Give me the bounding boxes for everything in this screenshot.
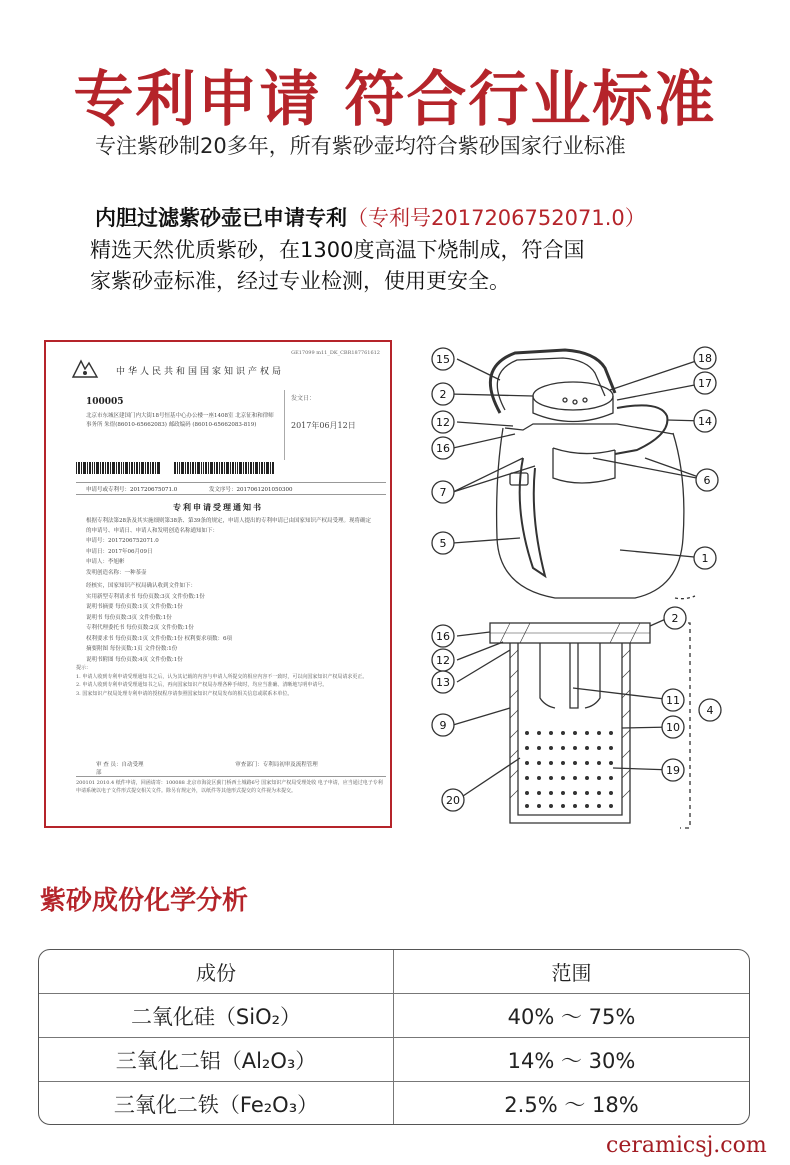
cert-app-info: [86, 485, 386, 493]
table-header-cell: 范围: [551, 961, 592, 985]
diagram-label: 7: [439, 486, 447, 499]
cert-remark: 1. 申请人收到专利申请受理通知书之后，认为其记载的内容与申请人所提交的相应内容不一致时，可以向国家知识产权局请求更正。: [76, 673, 368, 680]
cert-address: 北京市东城区建国门内大街18号恒基中心办公楼一座1408室 北京征和和律师事务所 朱煜(86010-65662083) 邮政编码 (86010-65662083-819): [86, 413, 274, 428]
cert-doc-item: 实用新型专利请求书 每份页数:3页 文件份数:1份: [86, 593, 205, 600]
table-cell-range: 2.5% ～ 18%: [504, 1093, 639, 1117]
cert-body-item: 发明创造名称：一种茶壶: [86, 569, 147, 576]
cert-doc-item: 摘要附图 每份页数:1页 文件份数:1份: [86, 646, 178, 652]
cert-zip: 100005: [86, 397, 124, 407]
barcode-left: [76, 462, 161, 474]
table-cell-component: 三氧化二铁（Fe₂O₃）: [39, 1082, 394, 1125]
barcode-right: [174, 462, 274, 474]
cert-remarks: [76, 664, 376, 698]
patent-title: [95, 202, 646, 232]
diagram-label: 6: [703, 474, 711, 487]
cert-dept: 审查部门：专利局初审及流程管理部: [96, 762, 318, 776]
subheadline: 专注紫砂制20多年，所有紫砂壶均符合紫砂国家行业标准: [95, 134, 626, 158]
cert-remarks-title: 提示：: [76, 665, 92, 671]
table-header-row: [39, 950, 749, 994]
cert-notice-title: 专利申请受理通知书: [173, 502, 263, 512]
diagram-label: 12: [436, 654, 450, 667]
diagram-label: 10: [666, 721, 680, 734]
diagram-label: 15: [436, 353, 450, 366]
diagram-label: 12: [436, 416, 450, 429]
cert-date-label: 发文日：: [291, 395, 316, 402]
patent-desc-line-1: 精选天然优质紫砂，在1300度高温下烧制成，符合国: [90, 238, 585, 262]
cert-doc-no: 发文序号：2017061201050300: [209, 487, 293, 493]
diagram-label: 13: [436, 676, 450, 689]
cert-footer: [76, 776, 386, 795]
patent-title-text: 内胆过滤紫砂壶已申请专利: [95, 206, 347, 230]
patent-certificate: [44, 340, 392, 828]
cert-body-item: 申请日：2017年06月09日: [86, 548, 153, 555]
cert-examiner: 审 查 员：自动受理: [96, 762, 144, 768]
diagram-label: 16: [436, 630, 450, 643]
patent-description: [90, 235, 710, 297]
cert-remark: 3. 国家知识产权局处理专利申请的授权程序请参照国家知识产权局发布的相关信息或联系本单位。: [76, 690, 293, 697]
cert-body: [86, 517, 376, 666]
diagram-label: 17: [698, 377, 712, 390]
cert-date-value: 2017年06月12日: [291, 421, 356, 430]
diagram-label: 19: [666, 764, 680, 777]
diagram-label: 14: [698, 415, 712, 428]
diagram-label: 2: [439, 388, 447, 401]
cert-app-no: 申请号或专利号：201720675071.0: [86, 487, 178, 493]
diagram-label: 4: [706, 704, 714, 717]
diagram-label: 16: [436, 442, 450, 455]
diagram-label: 11: [666, 694, 680, 707]
table-row: [39, 994, 749, 1038]
diagram-label: 5: [439, 537, 447, 550]
table-header-cell: 成份: [39, 950, 394, 993]
cert-doc-item: 专利代理委托书 每份页数:2页 文件份数:1份: [86, 625, 194, 631]
table-cell-component: 三氧化二铝（Al₂O₃）: [39, 1038, 394, 1081]
cert-org: 中华人民共和国国家知识产权局: [116, 367, 285, 377]
cert-doc-item: 权利要求书 每份页数:1页 文件份数:1份 权利要求项数：6项: [86, 635, 232, 642]
teapot-patent-diagram: [405, 338, 750, 853]
sipo-emblem-icon: [71, 357, 99, 381]
cert-doc-item: 说明书 每份页数:3页 文件份数:1份: [86, 614, 172, 621]
cert-body-item: 申请号：2017206752071.0: [86, 538, 159, 544]
table-cell-range: 14% ～ 30%: [507, 1048, 636, 1073]
patent-desc-line-2: 家紫砂壶标准，经过专业检测，使用更安全。: [90, 269, 510, 293]
site-watermark: ceramicsj.com: [606, 1133, 767, 1158]
cert-body-item: 申请人：李旭彬: [86, 559, 125, 565]
patent-number: （专利号2017206752071.0）: [347, 206, 646, 230]
diagram-label: 9: [439, 719, 447, 732]
analysis-title: 紫砂成份化学分析: [40, 886, 249, 916]
cert-doc-item: 说明书附图 每份页数:4页 文件份数:1份: [86, 656, 183, 663]
headline: 专利申请 符合行业标准: [73, 65, 717, 135]
cert-docs-intro: 经核实，国家知识产权局确认收到文件如下：: [86, 583, 197, 589]
cert-serial: GE17099 m11_DK_CBR187761612: [291, 350, 380, 356]
cert-date-box: [284, 390, 384, 460]
cert-remark: 2. 申请人收到专利申请受理通知书之后，再向国家知识产权局办理各种手续时，均应当准确、清晰地写明申请号。: [76, 682, 328, 688]
cert-footer-text: 纸件申请，回函请寄：100088 北京市海淀区蓟门桥西土城路6号 国家知识产权局受理处收 电子申请，应当通过电子专利申请系统以电子文件形式提交相关文件。除另有规定外，以纸件等其他形式提交的文件视为未提交。: [76, 780, 383, 794]
table-cell-range: 40% ～ 75%: [507, 1004, 636, 1029]
diagram-label: 2: [671, 612, 679, 625]
cert-footer-code: 200101 2010.4: [76, 780, 115, 786]
diagram-label: 18: [698, 352, 712, 365]
table-cell-component: 二氧化硅（SiO₂）: [39, 994, 394, 1037]
table-row: [39, 1082, 749, 1125]
cert-doc-item: 说明书摘要 每份页数:1页 文件份数:1份: [86, 604, 183, 610]
diagram-label: 1: [701, 552, 709, 565]
cert-signature-line: [96, 760, 376, 776]
diagram-label: 20: [446, 794, 460, 807]
table-row: [39, 1038, 749, 1082]
composition-table: [38, 949, 750, 1125]
cert-body-intro: 根据专利法第28条及其实施细则第38条、第39条的规定，申请人提出的专利申请已由国家知识产权局受理。现将确定的申请号、申请日、申请人和发明创造名称通知如下：: [86, 518, 371, 534]
